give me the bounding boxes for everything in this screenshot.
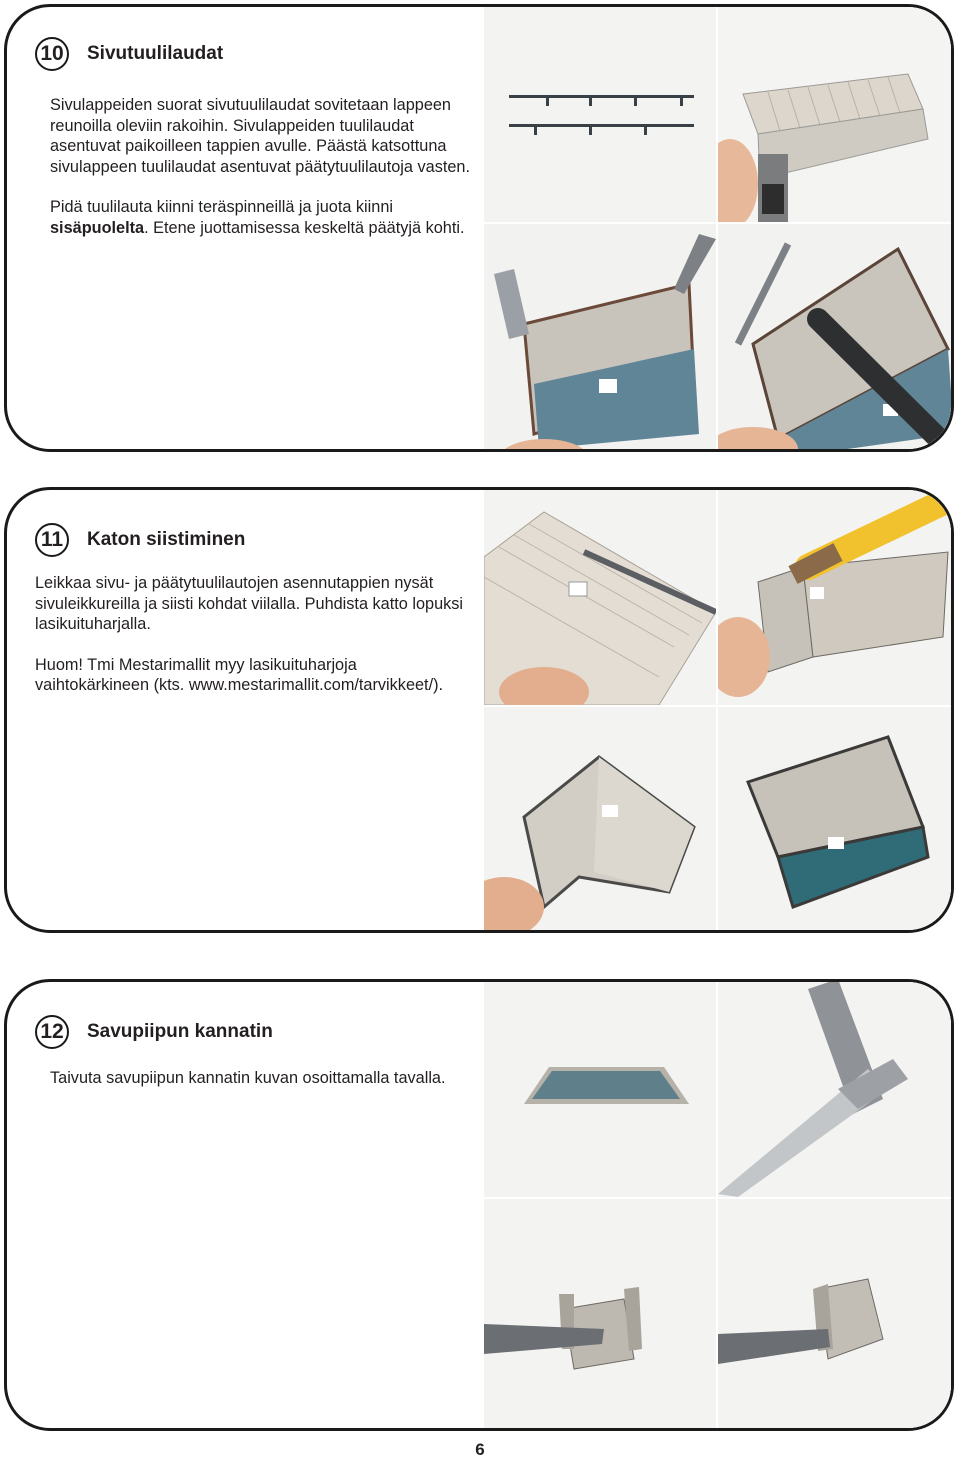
page-number: 6 xyxy=(475,1440,485,1459)
step-paragraph: Leikkaa sivu- ja päätytuulilautojen asennutappien nysät sivuleikkureilla ja siisti kohdat viilalla. Puhdista katto lopuksi lasikuituharjalla. xyxy=(35,574,464,633)
photo-cleaned-roof-inside xyxy=(718,707,954,933)
step-10-instructions xyxy=(50,95,475,258)
step-12-header xyxy=(35,1015,273,1049)
step-10-header xyxy=(35,37,223,71)
photo-soldering-left xyxy=(484,224,716,452)
step-paragraph: Sivulappeiden suorat sivutuulilaudat sovitetaan lappeen reunoilla oleviin rakoihin. Sivulappeiden tuulilaudat asentuvat paikoilleen tappien avulle. Päästä katsottuna sivulappeen tuulilaudat asentuvat päätytuulilautoja vasten. xyxy=(50,96,470,176)
step-10-card xyxy=(4,4,954,452)
photo-bent-bracket-pliers-2 xyxy=(718,1199,954,1431)
step-12-card xyxy=(4,979,954,1431)
step-title: Savupiipun kannatin xyxy=(87,1021,273,1042)
photo-cleaned-roof-outside xyxy=(484,707,716,933)
step-number-badge: 11 xyxy=(35,523,69,557)
step-10-photo-grid xyxy=(484,4,954,452)
step-11-instructions xyxy=(35,573,475,716)
photo-bent-bracket-pliers-1 xyxy=(484,1199,716,1431)
step-12-photo-grid xyxy=(484,979,954,1431)
photo-barge-boards xyxy=(484,4,716,222)
step-11-photo-grid xyxy=(484,487,954,933)
step-paragraph: Pidä tuulilauta kiinni teräspinneillä ja juota kiinni sisäpuolelta. Etene juottamisessa keskeltä päätyjä kohti. xyxy=(50,198,465,237)
step-paragraph: Huom! Tmi Mestarimallit myy lasikuituharjoja vaihtokärkineen (kts. www.mestarimallit.com/tarvikkeet/). xyxy=(35,655,444,694)
step-11-card xyxy=(4,487,954,933)
step-12-instructions xyxy=(50,1068,470,1109)
step-number-badge: 12 xyxy=(35,1015,69,1049)
step-title: Sivutuulilaudat xyxy=(87,43,224,64)
photo-fiberglass-brush xyxy=(718,487,954,705)
photo-file-trimming xyxy=(484,487,716,705)
photo-bending-pliers xyxy=(718,979,954,1197)
photo-roof-clamped xyxy=(718,4,954,222)
step-number-badge: 10 xyxy=(35,37,69,71)
step-title: Katon siistiminen xyxy=(87,529,246,550)
photo-soldering-iron xyxy=(718,224,954,452)
step-paragraph: Taivuta savupiipun kannatin kuvan osoittamalla tavalla. xyxy=(50,1069,446,1087)
photo-chimney-bracket-flat xyxy=(484,979,716,1197)
step-11-header xyxy=(35,523,245,557)
